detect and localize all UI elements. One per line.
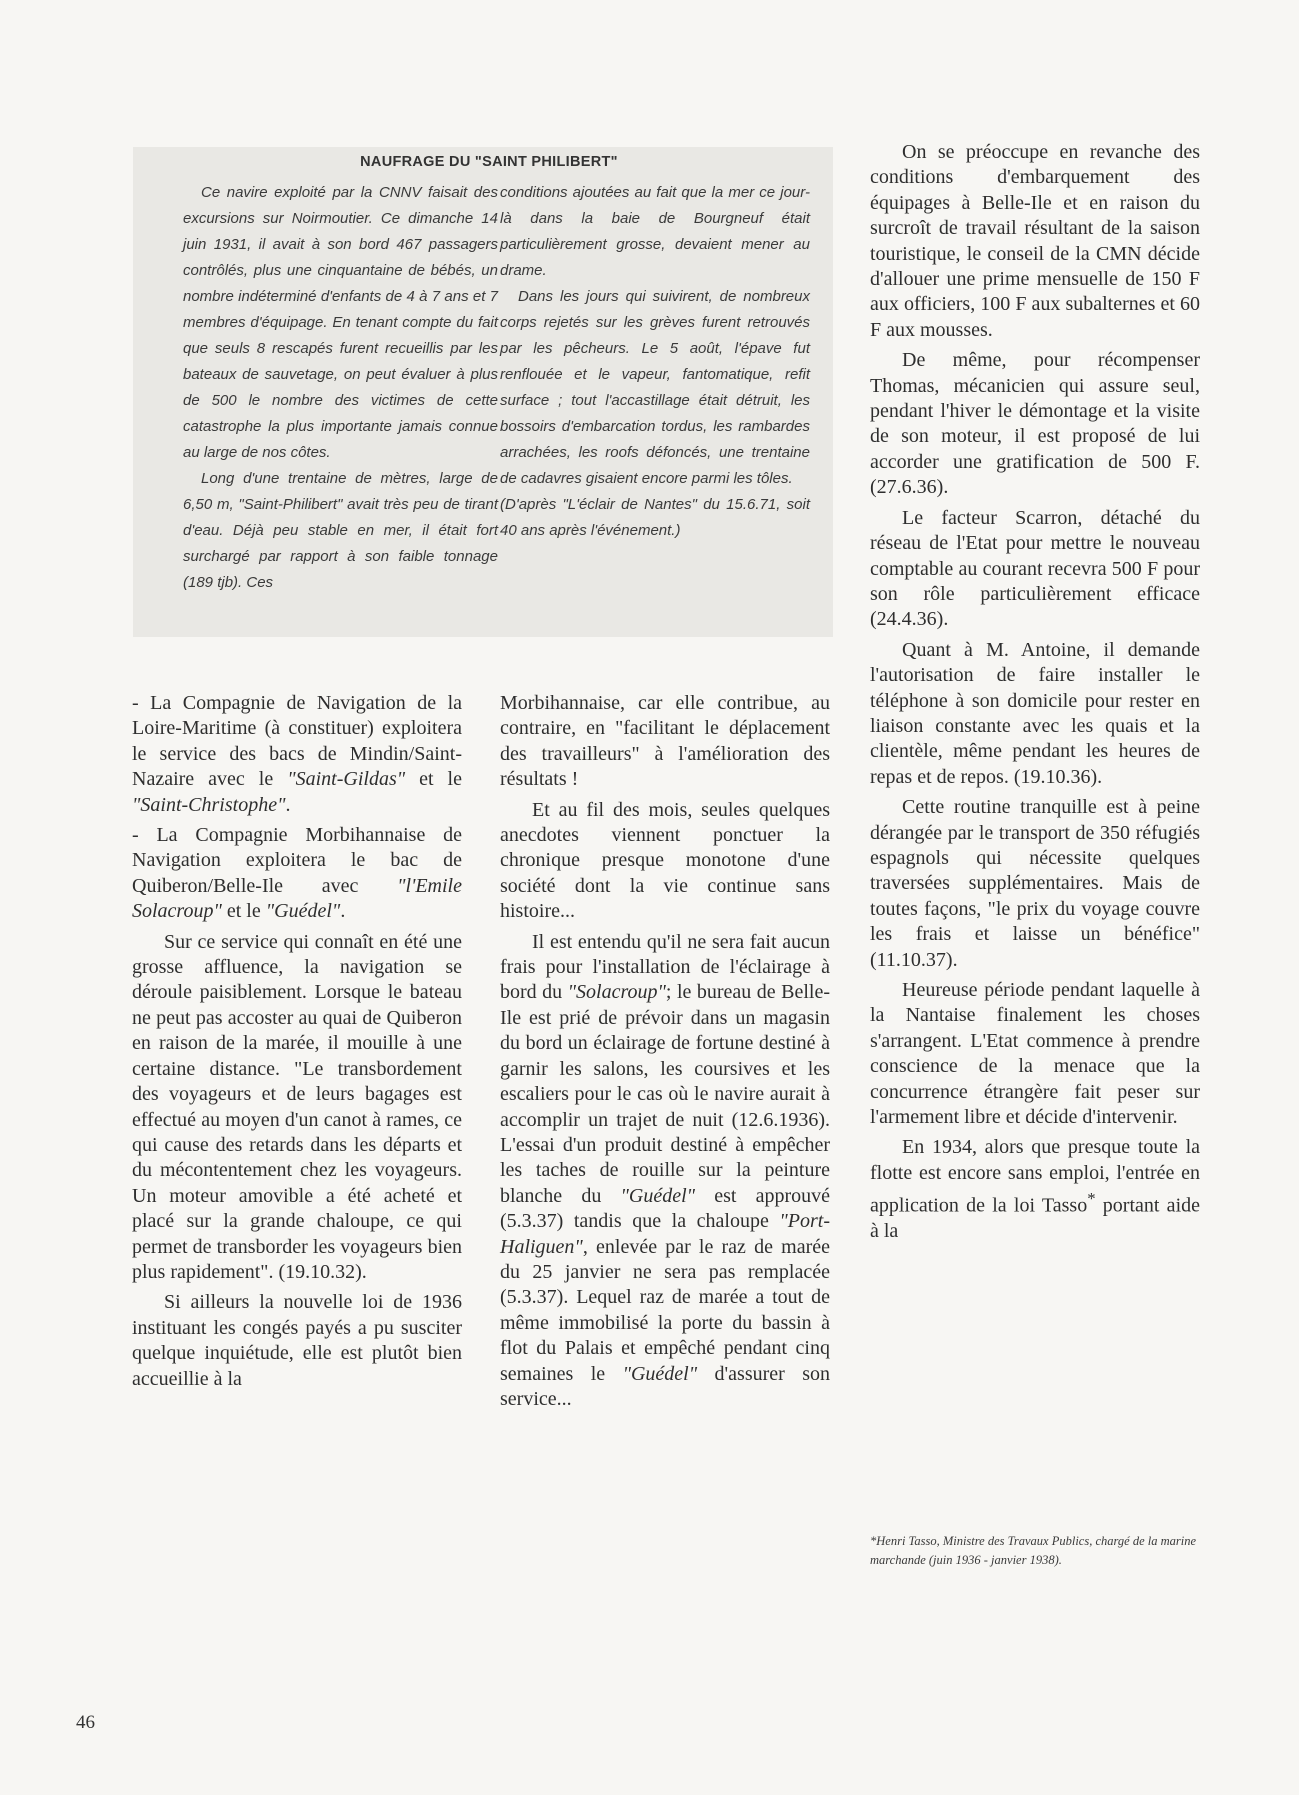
ship-name: "Guédel" <box>265 900 341 923</box>
body-paragraph: Sur ce service qui connaît en été une grosse affluence, la navigation se déroule paisiblement. Lorsque le bateau ne peut pas accoster au quai de Quiberon en raison de la marée, il mouille à une certaine distance. "Le transbordement des voyageurs et de leurs bagages est effectué au moyen d'un canot à rames, ce qui cause des retards dans les départs et du mécontentement chez les voyageurs. Un moteur amovible a été acheté et placé sur la grande chaloupe, ce qui permet de transborder les voyageurs bien plus rapidement". (19.10.32). <box>132 930 462 1283</box>
sidebar-column-right <box>500 180 810 544</box>
page-number: 46 <box>76 1712 95 1733</box>
body-text: . <box>340 900 346 923</box>
footnote: *Henri Tasso, Ministre des Travaux Publics, chargé de la marine marchande (juin 1936 - janvier 1938). <box>870 1534 1197 1567</box>
body-text: et le <box>221 900 266 923</box>
ship-name: "Guédel" <box>622 1362 698 1385</box>
body-text: - La Compagnie Morbihannaise de Navigation exploitera le bac de Quiberon/Belle-Ile avec <box>132 824 462 897</box>
body-column-3 <box>870 140 1200 1250</box>
body-text: En 1934, alors que presque toute la flotte est encore sans emploi, l'entrée en application de la loi Tasso <box>870 1136 1200 1217</box>
sidebar-paragraph: (D'après "L'éclair de Nantes" du 15.6.71, soit 40 ans après l'événement.) <box>500 496 810 539</box>
sidebar-paragraph: Dans les jours qui suivirent, de nombreux corps rejetés sur les grèves furent retrouvés par les pêcheurs. Le 5 août, l'épave fut renflouée et le vapeur, fantomatique, refit surface ; tout l'accastillage était détruit, les bossoirs d'embarcation tordus, les rambardes arrachées, les roofs défoncés, une trentaine de cadavres gisaient encore parmi les tôles. <box>500 288 810 487</box>
body-paragraph: Et au fil des mois, seules quelques anecdotes viennent ponctuer la chronique presque monotone d'une société dont la vie continue sans histoire... <box>500 798 830 923</box>
ship-name: "Saint-Gildas" <box>287 768 406 791</box>
ship-name: "Solacroup" <box>567 981 666 1004</box>
body-text: portant aide à la <box>870 1194 1200 1243</box>
sidebar-title: NAUFRAGE DU "SAINT PHILIBERT" <box>360 154 618 170</box>
body-paragraph: Heureuse période pendant laquelle à la Nantaise finalement les choses s'arrangent. L'Etat commence à prendre conscience de la menace que la concurrence étrangère fait peser sur l'armement libre et décide d'intervenir. <box>870 979 1200 1129</box>
body-column-1 <box>132 691 462 1397</box>
body-paragraph <box>500 930 830 1413</box>
body-text: ; le bureau de Belle-Ile est prié de prévoir dans un magasin du bord un éclairage de fortune destiné à garnir les salons, les coursives et les escaliers pour le cas où le navire aurait à accomplir un trajet de nuit (12.6.1936). L'essai d'un produit destiné à empêcher les taches de rouille sur la peinture blanche du <box>500 981 830 1207</box>
ship-name: "Saint-Christophe" <box>132 793 286 816</box>
body-text: . <box>285 793 291 816</box>
body-paragraph <box>870 1135 1200 1244</box>
body-paragraph: On se préoccupe en revanche des conditions d'embarquement des équipages à Belle-Ile et en raison du surcroît de travail résultant de la saison touristique, le conseil de la CMN décide d'allouer une prime mensuelle de 150 F aux officiers, 100 F aux subalternes et 60 F aux mousses. <box>870 141 1200 341</box>
body-text: est approuvé (5.3.37) tandis que la chaloupe <box>500 1184 830 1233</box>
body-text: , enlevée par le raz de marée du 25 janvier ne sera pas remplacée (5.3.37). Lequel raz de marée a tout de même immobilisé la porte du bassin à flot du Palais et empêché pendant cinq semaines le <box>500 1235 830 1385</box>
body-paragraph: Cette routine tranquille est à peine dérangée par le transport de 350 réfugiés espagnols qui nécessite quelques traversées supplémentaires. Mais de toutes façons, "le prix du voyage couvre les frais et laisse un bénéfice" (11.10.37). <box>870 796 1200 971</box>
body-paragraph: Le facteur Scarron, détaché du réseau de l'Etat pour mettre le nouveau comptable au courant recevra 500 F pour son rôle particulièrement efficace (24.4.36). <box>870 506 1200 631</box>
body-text: Il est entendu qu'il ne sera fait aucun frais pour l'installation de l'éclairage à bord du <box>500 930 830 1004</box>
footnote-marker: * <box>1087 1189 1096 1209</box>
body-paragraph <box>132 823 462 925</box>
sidebar-paragraph: Ce navire exploité par la CNNV faisait des excursions sur Noirmoutier. Ce dimanche 14 juin 1931, il avait à son bord 467 passagers contrôlés, plus une cinquantaine de bébés, un nombre indéterminé d'enfants de 4 à 7 ans et 7 membres d'équipage. En tenant compte du fait que seuls 8 rescapés furent recueillis par les bateaux de sauvetage, on peut évaluer à plus de 500 le nombre des victimes de cette catastrophe la plus importante jamais connue au large de nos côtes. <box>183 184 498 461</box>
ship-name: "Guédel" <box>620 1184 696 1207</box>
body-text: - La Compagnie de Navigation de la Loire-Maritime (à constituer) exploitera le service des bacs de Mindin/Saint-Nazaire avec le <box>132 692 462 791</box>
body-text: d'assurer son service... <box>500 1362 830 1410</box>
body-paragraph: De même, pour récompenser Thomas, mécanicien qui assure seul, pendant l'hiver le démontage et la visite de son moteur, il est proposé de lui accorder une gratification de 500 F. (27.6.36). <box>870 349 1200 499</box>
sidebar-box <box>133 147 833 637</box>
ship-name: "l'Emile Solacroup" <box>132 874 462 923</box>
body-paragraph <box>132 691 462 818</box>
body-text: et le <box>405 768 462 791</box>
body-paragraph: Quant à M. Antoine, il demande l'autorisation de faire installer le téléphone à son domicile pour rester en liaison constante avec les quais et la clientèle, même pendant les heures de repas et de repos. (19.10.36). <box>870 638 1200 788</box>
sidebar-paragraph: conditions ajoutées au fait que la mer ce jour-là dans la baie de Bourgneuf était particulièrement grosse, devaient mener au drame. <box>500 184 810 279</box>
body-paragraph: Morbihannaise, car elle contribue, au contraire, en "facilitant le déplacement des travailleurs" à l'amélioration des résultats ! <box>500 692 830 791</box>
ship-name: "Port-Haliguen" <box>500 1210 830 1258</box>
body-paragraph: Si ailleurs la nouvelle loi de 1936 instituant les congés payés a pu susciter quelque inquiétude, elle est plutôt bien accueillie à la <box>132 1291 462 1390</box>
sidebar-paragraph: Long d'une trentaine de mètres, large de 6,50 m, "Saint-Philibert" avait très peu de tirant d'eau. Déjà peu stable en mer, il était fort surchargé par rapport à son faible tonnage (189 tjb). Ces <box>183 470 498 591</box>
sidebar-column-left <box>183 180 498 596</box>
body-column-2 <box>500 691 830 1417</box>
